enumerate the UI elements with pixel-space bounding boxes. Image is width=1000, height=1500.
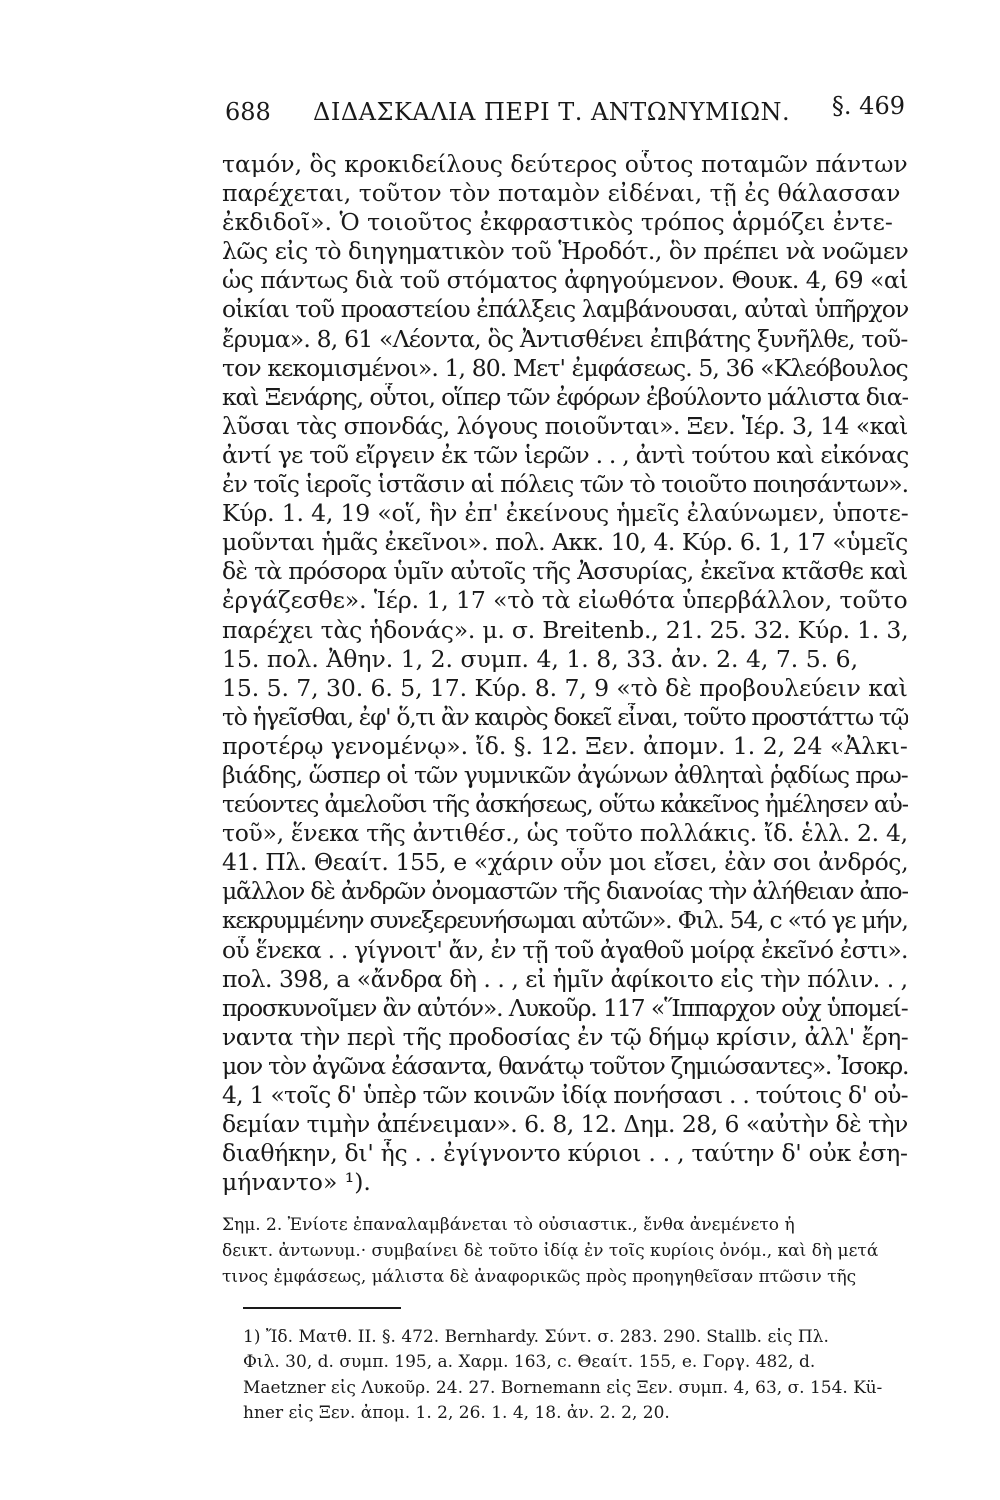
running-title: ΔΙΔΑΣΚΑΛΙΑ ΠΕΡΙ Τ. ΑΝΤΩΝΥΜΙΩΝ.: [313, 98, 791, 126]
text-line: βιάδης, ὥσπερ οἱ τῶν γυμνικῶν ἀγώνων ἀθληταὶ ῥᾳδίως πρω-: [222, 760, 908, 789]
text-line: μον τὸν ἀγῶνα ἐάσαντα, θανάτῳ τοῦτον ζημιώσαντες». Ἰσοκρ.: [222, 1051, 908, 1080]
text-line: ἀντί γε τοῦ εἴργειν ἐκ τῶν ἱερῶν . . , ἀντὶ τούτου καὶ εἰκόνας: [222, 440, 908, 469]
text-line: οὗ ἕνεκα . . γίγνοιτ' ἄν, ἐν τῇ τοῦ ἀγαθοῦ μοίρᾳ ἐκεῖνό ἐστι».: [222, 935, 908, 964]
text-line: μᾶλλον δὲ ἀνδρῶν ὀνομαστῶν τῆς διανοίας τὴν ἀλήθειαν ἀπο-: [222, 877, 908, 906]
remark-paragraph: [222, 1212, 908, 1290]
note-line: δεικτ. ἀντωνυμ.· συμβαίνει δὲ τοῦτο ἰδίᾳ ἐν τοῖς κυρίοις ὀνόμ., καὶ δὴ μετά: [222, 1241, 879, 1261]
text-line: Κύρ. 1. 4, 19 «οἵ, ἣν ἐπ' ἐκείνους ἡμεῖς ἐλαύνωμεν, ὑποτε-: [222, 499, 908, 528]
text-line: προτέρῳ γενομένῳ». ἴδ. §. 12. Ξεν. ἀπομν. 1. 2, 24 «Ἀλκι-: [222, 731, 908, 760]
text-line: μοῦνται ἡμᾶς ἐκεῖνοι». πολ. Ακκ. 10, 4. Κύρ. 6. 1, 17 «ὑμεῖς: [222, 528, 908, 557]
note-line: τινος ἐμφάσεως, μάλιστα δὲ ἀναφορικῶς πρὸς προηγηθεῖσαν πτῶσιν τῆς: [222, 1267, 857, 1287]
text-line: ἐργάζεσθε». Ἱέρ. 1, 17 «τὸ τὰ εἰωθότα ὑπερβάλλον, τοῦτο: [222, 586, 908, 615]
text-line: τὸ ἡγεῖσθαι, ἐφ' ὅ,τι ἂν καιρὸς δοκεῖ εἶναι, τοῦτο προστάττω τῷ: [222, 702, 908, 731]
text-line: καὶ Ξενάρης, οὗτοι, οἵπερ τῶν ἐφόρων ἐβούλοντο μάλιστα δια-: [222, 382, 908, 411]
page-number: 688: [225, 98, 271, 126]
note-line: Σημ. 2. Ἐνίοτε ἐπαναλαμβάνεται τὸ οὐσιαστικ., ἔνθα ἀνεμένετο ἡ: [222, 1215, 795, 1235]
text-line: κεκρυμμένην συνεξερευνήσωμαι αὐτῶν». Φιλ. 54, c «τό γε μήν,: [222, 906, 908, 935]
footnote-line: hner εἰς Ξεν. ἀπομ. 1. 2, 26. 1. 4, 18. ἀν. 2. 2, 20.: [243, 1402, 670, 1423]
text-line: προσκυνοῖμεν ἂν αὐτόν». Λυκοῦρ. 117 «Ἵππαρχον οὐχ ὑπομεί-: [222, 993, 908, 1022]
text-line: λῶς εἰς τὸ διηγηματικὸν τοῦ Ἡροδότ., ὃν πρέπει νὰ νοῶμεν: [222, 237, 908, 266]
section-number: §. 469: [831, 92, 905, 120]
text-line: ἐν τοῖς ἱεροῖς ἱστᾶσιν αἱ πόλεις τῶν τὸ τοιοῦτο ποιησάντων».: [222, 470, 908, 499]
text-line: διαθήκην, δι' ἧς . . ἐγίγνοντο κύριοι . . , ταύτην δ' οὐκ ἐση-: [222, 1139, 908, 1168]
footnote-line: Φιλ. 30, d. συμπ. 195, a. Χαρμ. 163, c. Θεαίτ. 155, e. Γοργ. 482, d.: [243, 1352, 816, 1373]
text-line: ὡς πάντως διὰ τοῦ στόματος ἀφηγούμενον. Θουκ. 4, 69 «αἱ: [222, 266, 908, 295]
text-line: μήναντο» ¹).: [222, 1168, 371, 1197]
text-line: λῦσαι τὰς σπονδάς, λόγους ποιοῦνται». Ξεν. Ἱέρ. 3, 14 «καὶ: [222, 411, 908, 440]
text-line: παρέχεται, τοῦτον τὸν ποταμὸν εἰδέναι, τῇ ἐς θάλασσαν: [222, 179, 901, 208]
text-line: 15. 5. 7, 30. 6. 5, 17. Κύρ. 8. 7, 9 «τὸ δὲ προβουλεύειν καὶ: [222, 673, 908, 702]
text-line: 15. πολ. Ἀθην. 1, 2. συμπ. 4, 1. 8, 33. ἀν. 2. 4, 7. 5. 6,: [222, 644, 859, 673]
footnotes: [243, 1325, 908, 1426]
text-line: ἔρυμα». 8, 61 «Λέοντα, ὃς Ἀντισθένει ἐπιβάτης ξυνῆλθε, τοῦ-: [222, 324, 908, 353]
text-line: πολ. 398, a «ἄνδρα δὴ . . , εἰ ἡμῖν ἀφίκοιτο εἰς τὴν πόλιν. . ,: [222, 964, 908, 993]
text-line: δεμίαν τιμὴν ἀπένειμαν». 6. 8, 12. Δημ. 28, 6 «αὐτὴν δὲ τὴν: [222, 1110, 908, 1139]
text-line: παρέχει τὰς ἡδονάς». μ. σ. Breitenb., 21. 25. 32. Κύρ. 1. 3,: [222, 615, 908, 644]
text-line: ἐκδιδοῖ». Ὁ τοιοῦτος ἐκφραστικὸς τρόπος ἁρμόζει ἐντε-: [222, 208, 893, 237]
running-header: [225, 90, 905, 130]
text-line: οἰκίαι τοῦ προαστείου ἐπάλξεις λαμβάνουσαι, αὐταὶ ὑπῆρχον: [222, 295, 908, 324]
text-line: 41. Πλ. Θεαίτ. 155, e «χάριν οὖν μοι εἴσει, ἐὰν σοι ἀνδρός,: [222, 848, 908, 877]
text-line: ναντα τὴν περὶ τῆς προδοσίας ἐν τῷ δήμῳ κρίσιν, ἀλλ' ἔρη-: [222, 1022, 908, 1051]
text-line: τον κεκομισμένοι». 1, 80. Μετ' ἐμφάσεως. 5, 36 «Κλεόβουλος: [222, 353, 908, 382]
text-line: τοῦ», ἕνεκα τῆς ἀντιθέσ., ὡς τοῦτο πολλάκις. ἴδ. ἑλλ. 2. 4,: [222, 819, 908, 848]
main-text: [222, 150, 908, 1197]
footnote-line: Maetzner εἰς Λυκοῦρ. 24. 27. Bornemann εἰς Ξεν. συμπ. 4, 63, σ. 154. Kü-: [243, 1377, 883, 1398]
footnote-line: 1) Ἴδ. Ματθ. II. §. 472. Bernhardy. Σύντ. σ. 283. 290. Stallb. εἰς Πλ.: [243, 1327, 829, 1347]
footnote-divider: [243, 1307, 401, 1309]
text-line: δὲ τὰ πρόσορα ὑμῖν αὐτοῖς τῆς Ἀσσυρίας, ἐκεῖνα κτᾶσθε καὶ: [222, 557, 908, 586]
text-line: ταμόν, ὃς κροκιδείλους δεύτερος οὗτος ποταμῶν πάντων: [222, 150, 908, 178]
text-line: τεύοντες ἀμελοῦσι τῆς ἀσκήσεως, οὕτω κἀκεῖνος ἠμέλησεν αὐ-: [222, 790, 908, 819]
text-line: 4, 1 «τοῖς δ' ὑπὲρ τῶν κοινῶν ἰδίᾳ πονήσασι . . τούτοις δ' οὐ-: [222, 1081, 908, 1109]
